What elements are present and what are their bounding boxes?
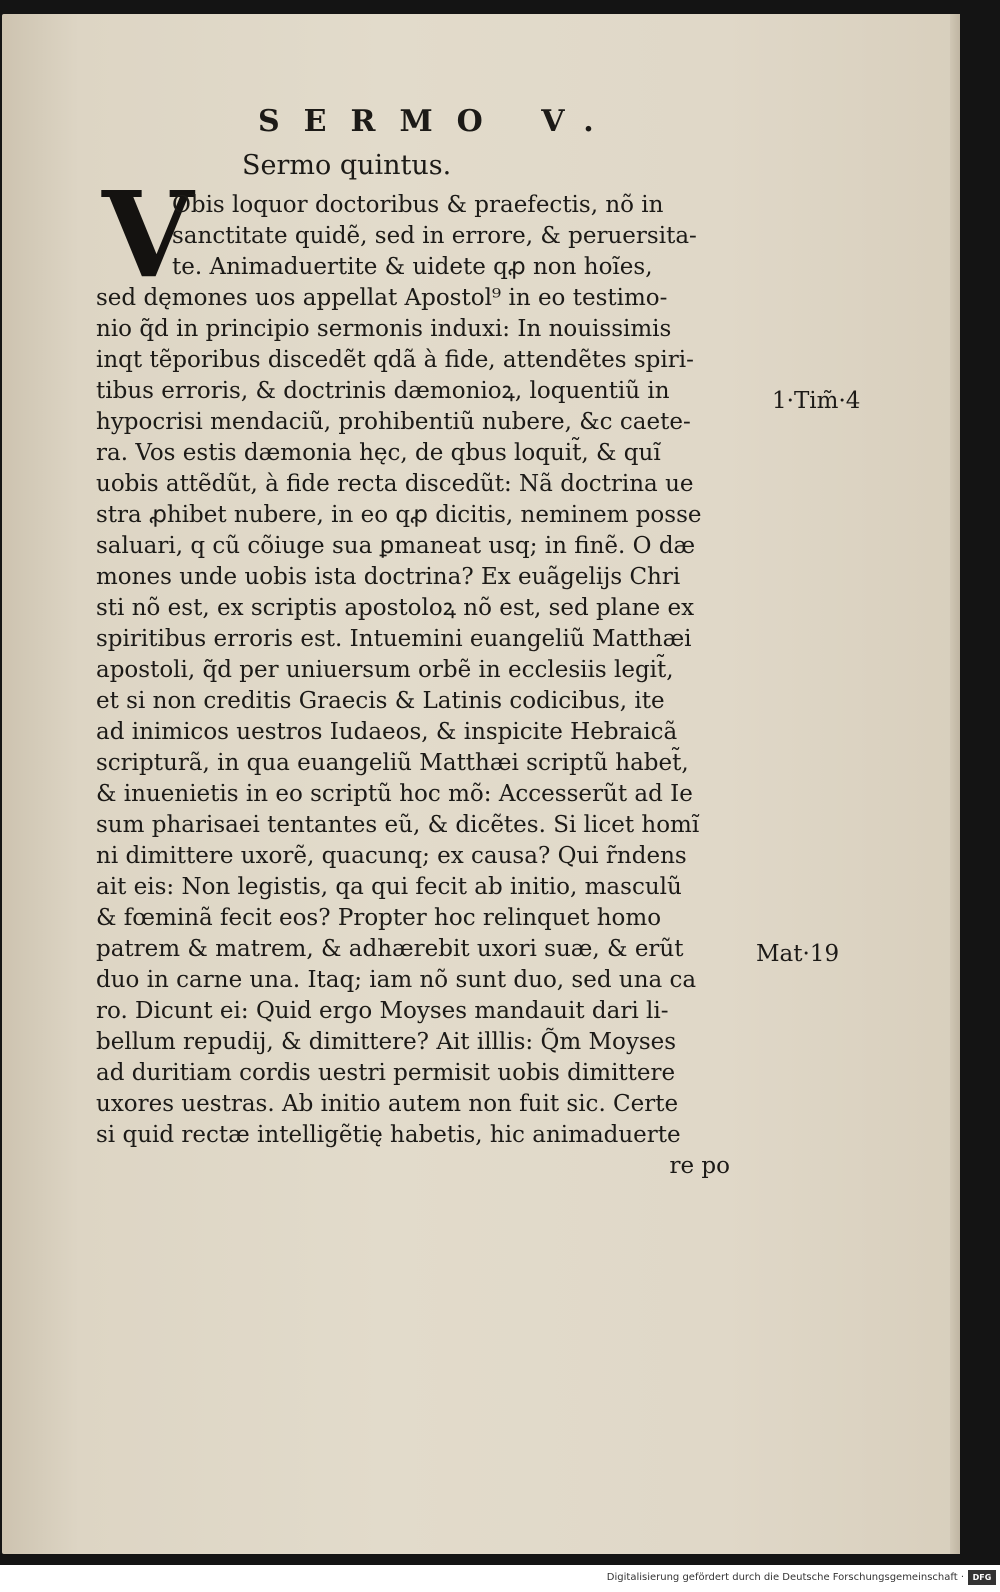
text-line: duo in carne una. Itaq; iam nõ sunt duo, sed una ca (96, 967, 697, 993)
drop-cap: V (102, 165, 194, 304)
text-line: sum pharisaei tentantes eũ, & dicẽtes. Si licet homĩ (96, 812, 700, 838)
text-line: spiritibus erroris est. Intuemini euangeliũ Matthæi (96, 626, 692, 652)
text-line: ad inimicos uestros Iudaeos, & inspicite Hebraicã (96, 719, 678, 745)
text-line: ro. Dicunt ei: Quid ergo Moyses mandauit dari li- (96, 998, 669, 1024)
text-line: stra ꝓhibet nubere, in eo qꝓ dicitis, neminem posse (96, 502, 702, 528)
text-line: & fœminã fecit eos? Propter hoc relinquet homo (96, 905, 662, 931)
text-line: nio q̃d in principio sermonis induxi: In nouissimis (96, 316, 672, 342)
text-line: apostoli, q̃d per uniuersum orbẽ in ecclesiis legit̃, (96, 657, 674, 683)
text-line: ait eis: Non legistis, qa qui fecit ab initio, masculũ (96, 874, 682, 900)
text-line: sed dęmones uos appellat Apostol⁹ in eo testimo- (96, 285, 668, 311)
funding-credit: Digitalisierung gefördert durch die Deutsche Forschungsgemeinschaft · (606, 1572, 964, 1583)
catchword: re po (669, 1153, 730, 1179)
text-line: uxores uestras. Ab initio autem non fuit sic. Certe (96, 1091, 679, 1117)
text-line: bellum repudij, & dimittere? Ait illlis: Q̃m Moyses (96, 1029, 677, 1055)
running-head: SERMO V. (258, 104, 618, 139)
text-line: saluari, q cũ cõiuge sua ꝑmaneat usq; in finẽ. O dæ (96, 533, 696, 559)
text-line: et si non creditis Graecis & Latinis codicibus, ite (96, 688, 665, 714)
text-line: patrem & matrem, & adhærebit uxori suæ, & erũt (96, 936, 684, 962)
text-line: uobis attẽdũt, à fide recta discedũt: Nã doctrina ue (96, 471, 694, 497)
text-line: mones unde uobis ista doctrina? Ex euãgeliјs Chri (96, 564, 681, 590)
text-line: ra. Vos estis dæmonia hęc, de qbus loquit̃, & quĩ (96, 440, 661, 466)
text-line: inqt tẽporibus discedẽt qdã à fide, attendẽtes spiri- (96, 347, 694, 373)
text-line: sti nõ est, ex scriptis apostoloꝝ nõ est, sed plane ex (96, 595, 695, 621)
text-line: te. Animaduertite & uidete qꝓ non hoĩes, (172, 254, 653, 280)
text-line: ad duritiam cordis uestri permisit uobis dimittere (96, 1060, 676, 1086)
text-line: si quid rectæ intelligẽtię habetis, hic animaduerte (96, 1122, 681, 1148)
body-text (96, 190, 776, 1182)
dfg-logo-icon: DFG (968, 1570, 996, 1585)
text-line: tibus erroris, & doctrinis dæmonioꝝ, loquentiũ in (96, 378, 670, 404)
text-line: ni dimittere uxorẽ, quacunq; ex causa? Qui r̃ndens (96, 843, 687, 869)
text-line: Obis loquor doctoribus & praefectis, nõ in (172, 192, 664, 218)
text-line: hypocrisi mendaciũ, prohibentiũ nubere, &c caete- (96, 409, 691, 435)
page-edge (950, 14, 960, 1554)
footer-bar (0, 1565, 1000, 1592)
text-line: & inuenietis in eo scriptũ hoc mõ: Accesserũt ad Ie (96, 781, 693, 807)
text-line: sanctitate quidẽ, sed in errore, & peruersita- (172, 223, 697, 249)
text-line: scripturã, in qua euangeliũ Matthæi scriptũ habet̃, (96, 750, 689, 776)
margin-note-timothy: 1·Tim̃·4 (772, 388, 861, 414)
margin-note-matthew: Mat·19 (756, 941, 840, 967)
section-title: Sermo quintus. (242, 150, 452, 181)
